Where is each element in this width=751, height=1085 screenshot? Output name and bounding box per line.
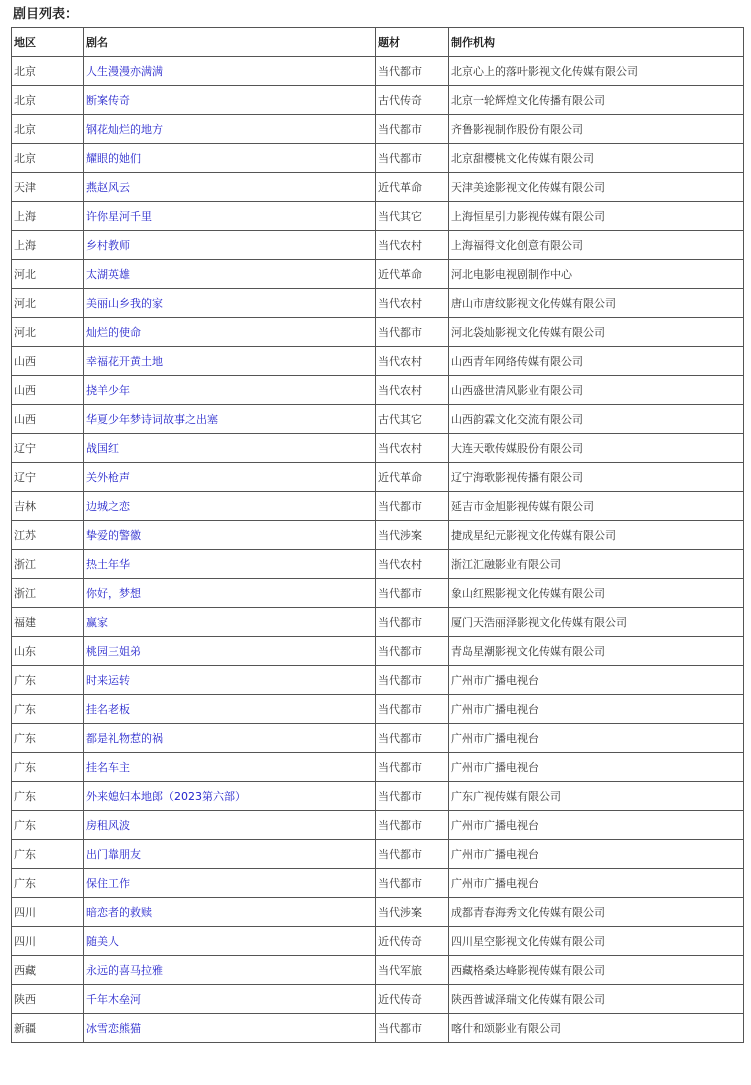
region-cell: 天津 [12, 173, 84, 202]
title-cell [84, 753, 376, 782]
table-row [12, 260, 744, 289]
title-cell [84, 521, 376, 550]
title-cell [84, 637, 376, 666]
table-row [12, 463, 744, 492]
title-cell [84, 492, 376, 521]
table-row [12, 405, 744, 434]
table-row [12, 86, 744, 115]
title-cell [84, 869, 376, 898]
drama-title-link[interactable]: 随美人 [86, 935, 119, 948]
table-row [12, 869, 744, 898]
genre-cell: 当代农村 [376, 434, 449, 463]
title-cell [84, 1014, 376, 1043]
organization-cell: 广州市广播电视台 [449, 695, 744, 724]
organization-cell: 河北电影电视剧制作中心 [449, 260, 744, 289]
organization-cell: 西藏格桑达峰影视传媒有限公司 [449, 956, 744, 985]
region-cell: 江苏 [12, 521, 84, 550]
organization-cell: 浙江汇融影业有限公司 [449, 550, 744, 579]
organization-cell: 广州市广播电视台 [449, 753, 744, 782]
title-cell [84, 57, 376, 86]
title-cell [84, 695, 376, 724]
table-row [12, 434, 744, 463]
title-cell [84, 898, 376, 927]
drama-title-link[interactable]: 幸福花开黄土地 [86, 355, 163, 368]
genre-cell: 当代都市 [376, 666, 449, 695]
page-title: 剧目列表： [13, 7, 79, 22]
drama-title-link[interactable]: 华夏少年梦诗词故事之出塞 [86, 413, 218, 426]
drama-title-link[interactable]: 时来运转 [86, 674, 130, 687]
region-cell: 河北 [12, 260, 84, 289]
table-row [12, 492, 744, 521]
title-cell [84, 782, 376, 811]
genre-cell: 当代农村 [376, 347, 449, 376]
title-cell [84, 434, 376, 463]
region-cell: 广东 [12, 666, 84, 695]
organization-cell: 山西盛世清风影业有限公司 [449, 376, 744, 405]
drama-title-link[interactable]: 许你星河千里 [86, 210, 152, 223]
drama-title-link[interactable]: 乡村教师 [86, 239, 130, 252]
genre-cell: 当代农村 [376, 376, 449, 405]
genre-cell: 当代都市 [376, 782, 449, 811]
organization-cell: 山西青年网络传媒有限公司 [449, 347, 744, 376]
region-cell: 北京 [12, 86, 84, 115]
genre-cell: 当代都市 [376, 1014, 449, 1043]
genre-cell: 当代都市 [376, 144, 449, 173]
organization-cell: 成都青春海秀文化传媒有限公司 [449, 898, 744, 927]
table-row [12, 318, 744, 347]
table-row [12, 173, 744, 202]
table-row [12, 724, 744, 753]
genre-cell: 当代军旅 [376, 956, 449, 985]
region-cell: 山西 [12, 347, 84, 376]
table-row [12, 376, 744, 405]
table-row [12, 666, 744, 695]
title-cell [84, 608, 376, 637]
region-cell: 上海 [12, 202, 84, 231]
organization-cell: 辽宁海歌影视传播有限公司 [449, 463, 744, 492]
organization-cell: 青岛星潮影视文化传媒有限公司 [449, 637, 744, 666]
title-cell [84, 956, 376, 985]
organization-cell: 捷成星纪元影视文化传媒有限公司 [449, 521, 744, 550]
genre-cell: 当代涉案 [376, 521, 449, 550]
drama-title-link[interactable]: 出门靠朋友 [86, 848, 141, 861]
genre-cell: 当代都市 [376, 115, 449, 144]
table-header-row [12, 28, 744, 57]
organization-cell: 北京甜樱桃文化传媒有限公司 [449, 144, 744, 173]
organization-cell: 上海福得文化创意有限公司 [449, 231, 744, 260]
table-row [12, 347, 744, 376]
table-row [12, 811, 744, 840]
title-cell [84, 985, 376, 1014]
table-row [12, 840, 744, 869]
region-cell: 吉林 [12, 492, 84, 521]
genre-cell: 当代农村 [376, 550, 449, 579]
title-cell [84, 144, 376, 173]
genre-cell: 近代传奇 [376, 927, 449, 956]
region-cell: 福建 [12, 608, 84, 637]
drama-title-link[interactable]: 灿烂的使命 [86, 326, 141, 339]
region-cell: 浙江 [12, 550, 84, 579]
region-cell: 北京 [12, 144, 84, 173]
region-cell: 浙江 [12, 579, 84, 608]
table-row [12, 782, 744, 811]
table-row [12, 1014, 744, 1043]
drama-title-link[interactable]: 太湖英雄 [86, 268, 130, 281]
table-row [12, 956, 744, 985]
title-cell [84, 550, 376, 579]
table-row [12, 289, 744, 318]
region-cell: 北京 [12, 115, 84, 144]
drama-title-link[interactable]: 桃园三姐弟 [86, 645, 141, 658]
table-row [12, 637, 744, 666]
region-cell: 山西 [12, 405, 84, 434]
drama-title-link[interactable]: 钢花灿烂的地方 [86, 123, 163, 136]
title-cell [84, 927, 376, 956]
title-cell [84, 463, 376, 492]
table-row [12, 579, 744, 608]
drama-title-link[interactable]: 边城之恋 [86, 500, 130, 513]
drama-title-link[interactable]: 人生漫漫亦满满 [86, 65, 163, 78]
column-header-genre: 题材 [376, 28, 449, 57]
title-cell [84, 202, 376, 231]
drama-title-link[interactable]: 房租风波 [86, 819, 130, 832]
genre-cell: 当代都市 [376, 492, 449, 521]
region-cell: 广东 [12, 724, 84, 753]
organization-cell: 喀什和颂影业有限公司 [449, 1014, 744, 1043]
genre-cell: 当代都市 [376, 869, 449, 898]
drama-title-link[interactable]: 挚爱的警徽 [86, 529, 141, 542]
organization-cell: 北京一轮辉煌文化传播有限公司 [449, 86, 744, 115]
table-body [12, 57, 744, 1043]
drama-title-link[interactable]: 永远的喜马拉雅 [86, 964, 163, 977]
drama-title-link[interactable]: 挂名老板 [86, 703, 130, 716]
table-row [12, 695, 744, 724]
table-row [12, 57, 744, 86]
drama-title-link[interactable]: 赢家 [86, 616, 108, 629]
table-header [12, 28, 744, 57]
title-cell [84, 724, 376, 753]
table-row [12, 985, 744, 1014]
genre-cell: 古代传奇 [376, 86, 449, 115]
region-cell: 四川 [12, 927, 84, 956]
genre-cell: 近代革命 [376, 173, 449, 202]
column-header-title: 剧名 [84, 28, 376, 57]
region-cell: 山西 [12, 376, 84, 405]
organization-cell: 河北袋灿影视文化传媒有限公司 [449, 318, 744, 347]
drama-title-link[interactable]: 燕赵风云 [86, 181, 130, 194]
organization-cell: 广州市广播电视台 [449, 811, 744, 840]
drama-title-link[interactable]: 美丽山乡我的家 [86, 297, 163, 310]
table-row [12, 231, 744, 260]
title-cell [84, 173, 376, 202]
drama-title-link[interactable]: 千年木垒河 [86, 993, 141, 1006]
genre-cell: 当代都市 [376, 840, 449, 869]
drama-title-link[interactable]: 热土年华 [86, 558, 130, 571]
region-cell: 广东 [12, 695, 84, 724]
table-row [12, 753, 744, 782]
genre-cell: 当代都市 [376, 753, 449, 782]
genre-cell: 当代涉案 [376, 898, 449, 927]
genre-cell: 当代都市 [376, 637, 449, 666]
drama-title-link[interactable]: 外来媳妇本地郎（2023第六部） [86, 790, 246, 803]
table-row [12, 115, 744, 144]
genre-cell: 当代都市 [376, 579, 449, 608]
organization-cell: 唐山市唐纹影视文化传媒有限公司 [449, 289, 744, 318]
region-cell: 广东 [12, 811, 84, 840]
title-cell [84, 579, 376, 608]
drama-title-link[interactable]: 挂名车主 [86, 761, 130, 774]
drama-title-link[interactable]: 都是礼物惹的祸 [86, 732, 163, 745]
drama-title-link[interactable]: 挠羊少年 [86, 384, 130, 397]
title-cell [84, 666, 376, 695]
organization-cell: 广东广视传媒有限公司 [449, 782, 744, 811]
drama-title-link[interactable]: 保住工作 [86, 877, 130, 890]
organization-cell: 延吉市金旭影视传媒有限公司 [449, 492, 744, 521]
genre-cell: 当代农村 [376, 231, 449, 260]
table-row [12, 927, 744, 956]
drama-title-link[interactable]: 战国红 [86, 442, 119, 455]
organization-cell: 象山红熙影视文化传媒有限公司 [449, 579, 744, 608]
organization-cell: 广州市广播电视台 [449, 869, 744, 898]
organization-cell: 山西韵霖文化交流有限公司 [449, 405, 744, 434]
title-cell [84, 289, 376, 318]
table-row [12, 202, 744, 231]
table-row [12, 521, 744, 550]
organization-cell: 厦门天浩丽泽影视文化传媒有限公司 [449, 608, 744, 637]
drama-title-link[interactable]: 冰雪恋熊猫 [86, 1022, 141, 1035]
title-cell [84, 376, 376, 405]
title-cell [84, 86, 376, 115]
genre-cell: 近代革命 [376, 463, 449, 492]
genre-cell: 当代都市 [376, 811, 449, 840]
title-cell [84, 840, 376, 869]
organization-cell: 陕西普诚泽瑞文化传媒有限公司 [449, 985, 744, 1014]
region-cell: 上海 [12, 231, 84, 260]
genre-cell: 近代传奇 [376, 985, 449, 1014]
organization-cell: 天津美途影视文化传媒有限公司 [449, 173, 744, 202]
region-cell: 陕西 [12, 985, 84, 1014]
genre-cell: 近代革命 [376, 260, 449, 289]
organization-cell: 齐鲁影视制作股份有限公司 [449, 115, 744, 144]
column-header-region: 地区 [12, 28, 84, 57]
title-cell [84, 231, 376, 260]
organization-cell: 四川星空影视文化传媒有限公司 [449, 927, 744, 956]
organization-cell: 广州市广播电视台 [449, 840, 744, 869]
organization-cell: 上海恒星引力影视传媒有限公司 [449, 202, 744, 231]
region-cell: 广东 [12, 840, 84, 869]
region-cell: 广东 [12, 869, 84, 898]
region-cell: 广东 [12, 753, 84, 782]
organization-cell: 北京心上的落叶影视文化传媒有限公司 [449, 57, 744, 86]
table-row [12, 898, 744, 927]
table-row [12, 608, 744, 637]
genre-cell: 当代都市 [376, 724, 449, 753]
region-cell: 西藏 [12, 956, 84, 985]
organization-cell: 广州市广播电视台 [449, 666, 744, 695]
title-cell [84, 405, 376, 434]
region-cell: 河北 [12, 289, 84, 318]
organization-cell: 大连天歌传媒股份有限公司 [449, 434, 744, 463]
genre-cell: 当代都市 [376, 57, 449, 86]
drama-title-link[interactable]: 暗恋者的救赎 [86, 906, 152, 919]
region-cell: 新疆 [12, 1014, 84, 1043]
genre-cell: 当代都市 [376, 608, 449, 637]
region-cell: 辽宁 [12, 434, 84, 463]
region-cell: 四川 [12, 898, 84, 927]
organization-cell: 广州市广播电视台 [449, 724, 744, 753]
drama-title-link[interactable]: 你好，梦想 [86, 587, 141, 600]
title-cell [84, 260, 376, 289]
region-cell: 山东 [12, 637, 84, 666]
region-cell: 广东 [12, 782, 84, 811]
title-cell [84, 318, 376, 347]
genre-cell: 古代其它 [376, 405, 449, 434]
drama-title-link[interactable]: 耀眼的她们 [86, 152, 141, 165]
region-cell: 辽宁 [12, 463, 84, 492]
table-row [12, 144, 744, 173]
drama-title-link[interactable]: 关外枪声 [86, 471, 130, 484]
genre-cell: 当代都市 [376, 318, 449, 347]
genre-cell: 当代都市 [376, 695, 449, 724]
genre-cell: 当代农村 [376, 289, 449, 318]
title-cell [84, 347, 376, 376]
column-header-organization: 制作机构 [449, 28, 744, 57]
drama-title-link[interactable]: 断案传奇 [86, 94, 130, 107]
title-cell [84, 115, 376, 144]
title-cell [84, 811, 376, 840]
drama-list-table [11, 27, 744, 1043]
genre-cell: 当代其它 [376, 202, 449, 231]
region-cell: 北京 [12, 57, 84, 86]
region-cell: 河北 [12, 318, 84, 347]
table-row [12, 550, 744, 579]
